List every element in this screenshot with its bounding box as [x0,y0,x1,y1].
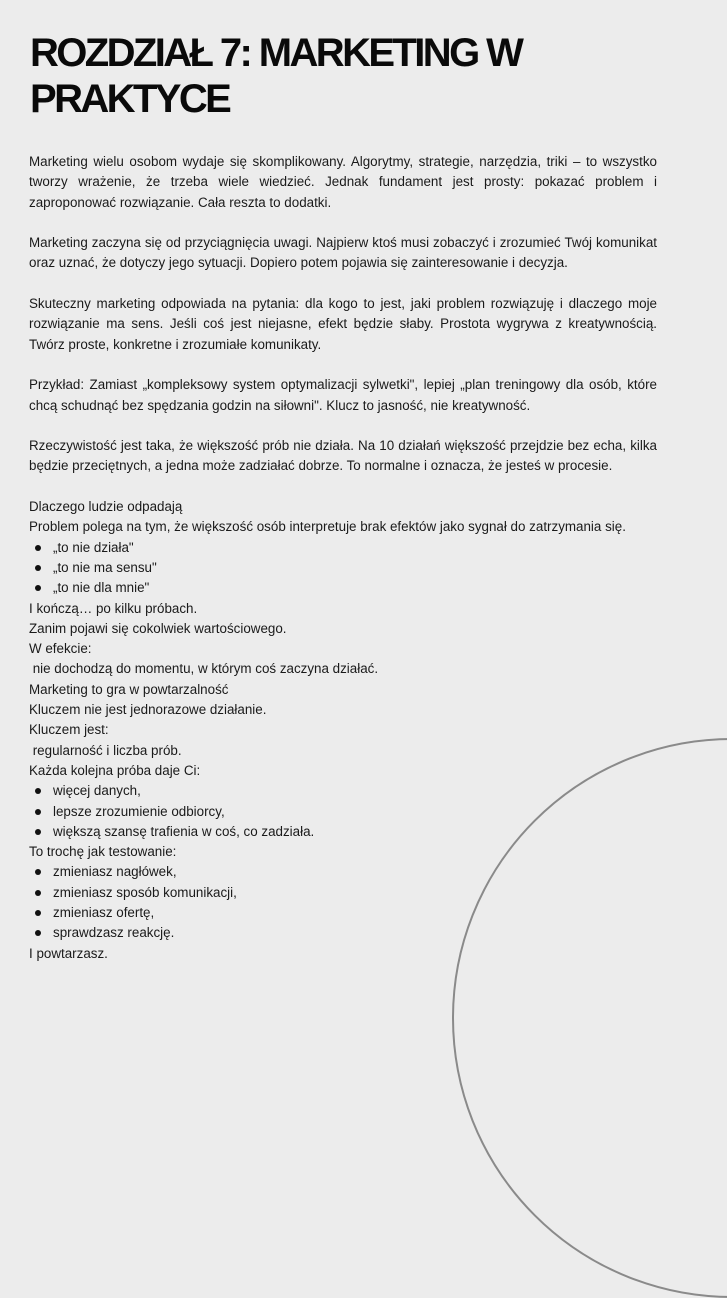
bullet-icon [35,788,41,794]
text-line: nie dochodzą do momentu, w którym coś zaczyna działać. [29,661,379,677]
list-item [29,558,657,578]
bullet-icon [35,565,41,571]
text-line: Zanim pojawi się cokolwiek wartościowego. [29,620,287,636]
list-item [29,883,657,903]
bullet-icon [35,930,41,936]
paragraph-intro: Marketing wielu osobom wydaje się skomplikowany. Algorytmy, strategie, narzędzia, triki – to wszystko tworzy wrażenie, że trzeba wiele wiedzieć. Jednak fundament jest prosty: pokazać problem i zaproponować rozwiązanie. Cała reszta to dodatki. [29,154,657,210]
section-intro: Problem polega na tym, że większość osób interpretuje brak efektów jako sygnał do zatrzymania się. [29,519,626,535]
text-line: I kończą… po kilku próbach. [29,600,198,616]
list-item-text: więcej danych, [53,783,141,799]
list-item-text: zmieniasz sposób komunikacji, [53,884,237,900]
list-item-text: „to nie ma sensu" [53,559,157,575]
text-line: Kluczem nie jest jednorazowe działanie. [29,702,267,718]
list-item [29,862,657,882]
testing-list [29,862,657,943]
paragraph-reality: Rzeczywistość jest taka, że większość prób nie działa. Na 10 działań większość przejdzie bez echa, kilka będzie przeciętnych, a jedna może zadziałać dobrze. To normalne i oznacza, że jesteś w procesie. [29,438,657,474]
bullet-icon [35,585,41,591]
bullet-icon [35,869,41,875]
section-heading: Dlaczego ludzie odpadają [29,499,183,515]
text-line: To trochę jak testowanie: [29,844,177,860]
subsection-heading: Marketing to gra w powtarzalność [29,681,229,697]
bullet-icon [35,890,41,896]
paragraph-questions: Skuteczny marketing odpowiada na pytania: dla kogo to jest, jaki problem rozwiązuję i dlaczego moje rozwiązanie ma sens. Jeśli coś jest niejasne, efekt będzie słaby. Prostota wygrywa z kreatywnością. Twórz proste, konkretne i zrozumiałe komunikaty. [29,296,657,352]
list-item-text: większą szansę trafienia w coś, co zadziała. [53,823,315,839]
bullet-icon [35,910,41,916]
list-item-text: „to nie dla mnie" [53,580,150,596]
chapter-title: ROZDZIAŁ 7: MARKETING W PRAKTYCE [30,31,522,121]
list-item-text: „to nie działa" [53,539,134,555]
gains-list [29,781,657,842]
list-item [29,923,657,943]
paragraph-attention: Marketing zaczyna się od przyciągnięcia uwagi. Najpierw ktoś musi zobaczyć i zrozumieć Twój komunikat oraz uznać, że dotyczy jego sytuacji. Dopiero potem pojawia się zainteresowanie i decyzja. [29,235,657,271]
list-item [29,538,657,558]
list-item [29,802,657,822]
text-line: W efekcie: [29,641,92,657]
bullet-icon [35,809,41,815]
text-line: Kluczem jest: [29,722,109,738]
bullet-icon [35,829,41,835]
list-item-text: zmieniasz nagłówek, [53,864,177,880]
list-item [29,781,657,801]
text-line: Każda kolejna próba daje Ci: [29,762,201,778]
paragraph-example: Przykład: Zamiast „kompleksowy system optymalizacji sylwetki", lepiej „plan treningowy dla osób, które chcą schudnąć bez spędzania godzin na siłowni". Klucz to jasność, nie kreatywność. [29,377,657,413]
list-item-text: lepsze zrozumienie odbiorcy, [53,803,225,819]
document-body [29,152,657,964]
bullet-icon [35,545,41,551]
quit-reasons-list [29,538,657,599]
list-item [29,822,657,842]
list-item-text: zmieniasz ofertę, [53,904,155,920]
list-item-text: sprawdzasz reakcję. [53,925,175,941]
closing-line: I powtarzasz. [29,945,108,961]
list-item [29,578,657,598]
list-item [29,903,657,923]
text-line: regularność i liczba prób. [29,742,182,758]
